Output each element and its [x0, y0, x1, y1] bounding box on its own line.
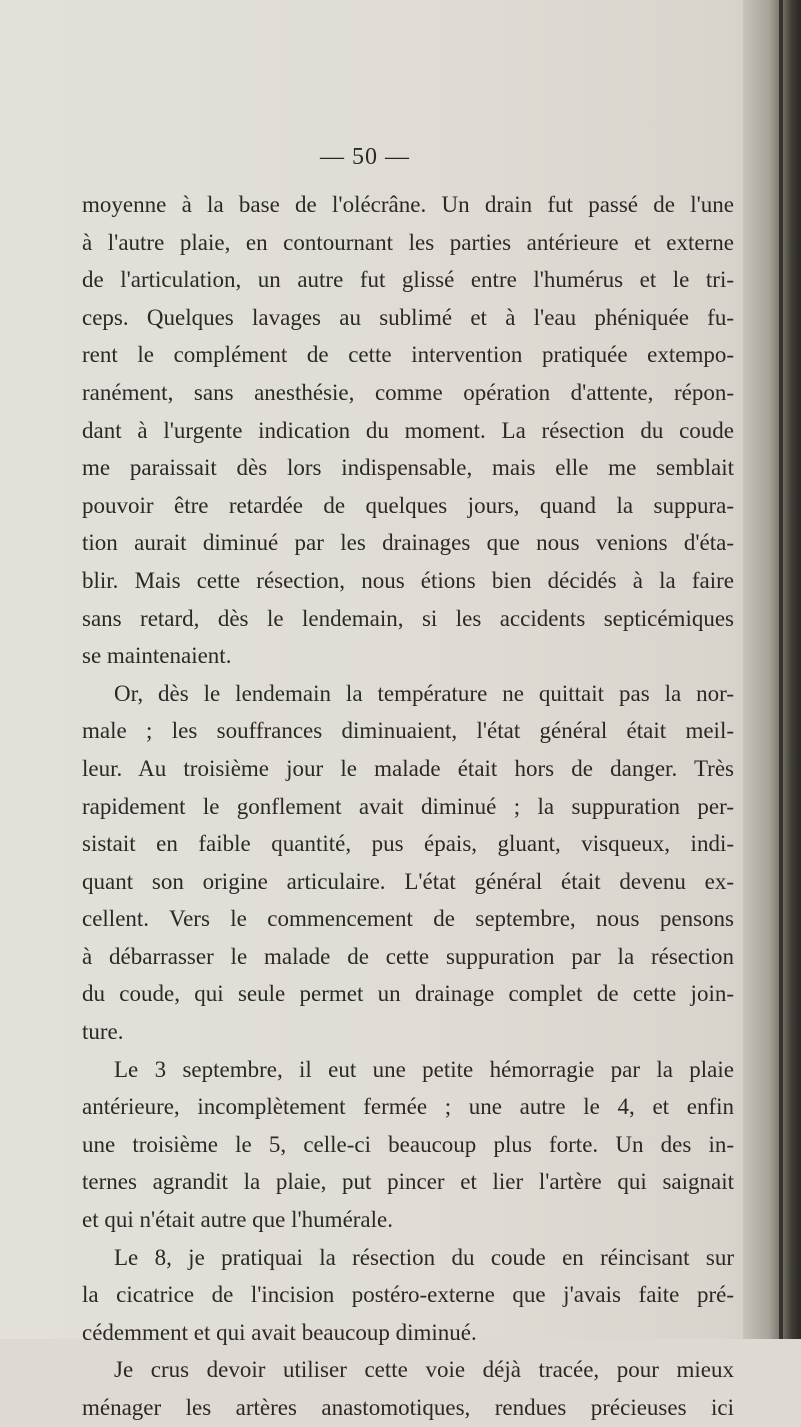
- text-line: leur. Au troisième jour le malade était hors de danger. Très: [82, 755, 734, 781]
- text-line: Le 3 septembre, il eut une petite hémorragie par la plaie: [114, 1056, 734, 1082]
- text-line: moyenne à la base de l'olécrâne. Un drain fut passé de l'une: [82, 192, 734, 217]
- text-line: dant à l'urgente indication du moment. La résection du coude: [82, 417, 734, 443]
- text-line: cellent. Vers le commencement de septembre, nous pensons: [82, 906, 734, 932]
- text-line: ternes agrandit la plaie, put pincer et lier l'artère qui saignait: [82, 1169, 734, 1195]
- text-line: blir. Mais cette résection, nous étions bien décidés à la faire: [82, 567, 734, 593]
- text-line: quant son origine articulaire. L'état général était devenu ex-: [82, 868, 734, 894]
- text-line: se maintenaient.: [82, 643, 232, 669]
- text-line: de l'articulation, un autre fut glissé entre l'humérus et le tri-: [82, 267, 734, 293]
- text-line: tion aurait diminué par les drainages que nous venions d'éta-: [82, 530, 734, 556]
- binding-edge: [779, 0, 783, 1339]
- text-line: la cicatrice de l'incision postéro-externe que j'avais faite pré-: [82, 1282, 734, 1308]
- page-gutter-shadow: [743, 0, 801, 1339]
- text-line: antérieure, incomplètement fermée ; une autre le 4, et enfin: [82, 1094, 734, 1120]
- text-line: rent le complément de cette intervention pratiquée extempo-: [82, 342, 734, 368]
- text-line: à l'autre plaie, en contournant les parties antérieure et externe: [82, 229, 734, 255]
- text-line: sistait en faible quantité, pus épais, gluant, visqueux, indi-: [82, 831, 734, 857]
- text-line: à débarrasser le malade de cette suppuration par la résection: [82, 943, 734, 969]
- body-text: [82, 186, 734, 1427]
- text-line: Le 8, je pratiquai la résection du coude en réincisant sur: [114, 1244, 734, 1270]
- text-line: ménager les artères anastomotiques, rendues précieuses ici: [82, 1395, 734, 1420]
- text-line: Or, dès le lendemain la température ne quittait pas la nor-: [114, 680, 734, 706]
- text-line: cédemment et qui avait beaucoup diminué.: [82, 1319, 477, 1345]
- text-line: Je crus devoir utiliser cette voie déjà tracée, pour mieux: [114, 1357, 734, 1383]
- text-line: ture.: [82, 1019, 124, 1045]
- page-number: — 50 —: [320, 144, 410, 170]
- text-line: ranément, sans anesthésie, comme opération d'attente, répon-: [82, 379, 734, 405]
- text-line: une troisième le 5, celle-ci beaucoup plus forte. Un des in-: [82, 1131, 734, 1157]
- text-line: me paraissait dès lors indispensable, mais elle me semblait: [82, 455, 734, 481]
- text-line: ceps. Quelques lavages au sublimé et à l'eau phéniquée fu-: [82, 304, 734, 330]
- text-line: sans retard, dès le lendemain, si les accidents septicémiques: [82, 605, 734, 631]
- text-line: rapidement le gonflement avait diminué ; la suppuration per-: [82, 793, 734, 819]
- text-line: et qui n'était autre que l'humérale.: [82, 1207, 393, 1233]
- text-line: du coude, qui seule permet un drainage complet de cette join-: [82, 981, 734, 1007]
- text-line: male ; les souffrances diminuaient, l'état général était meil-: [82, 718, 734, 744]
- text-line: pouvoir être retardée de quelques jours, quand la suppura-: [82, 492, 734, 518]
